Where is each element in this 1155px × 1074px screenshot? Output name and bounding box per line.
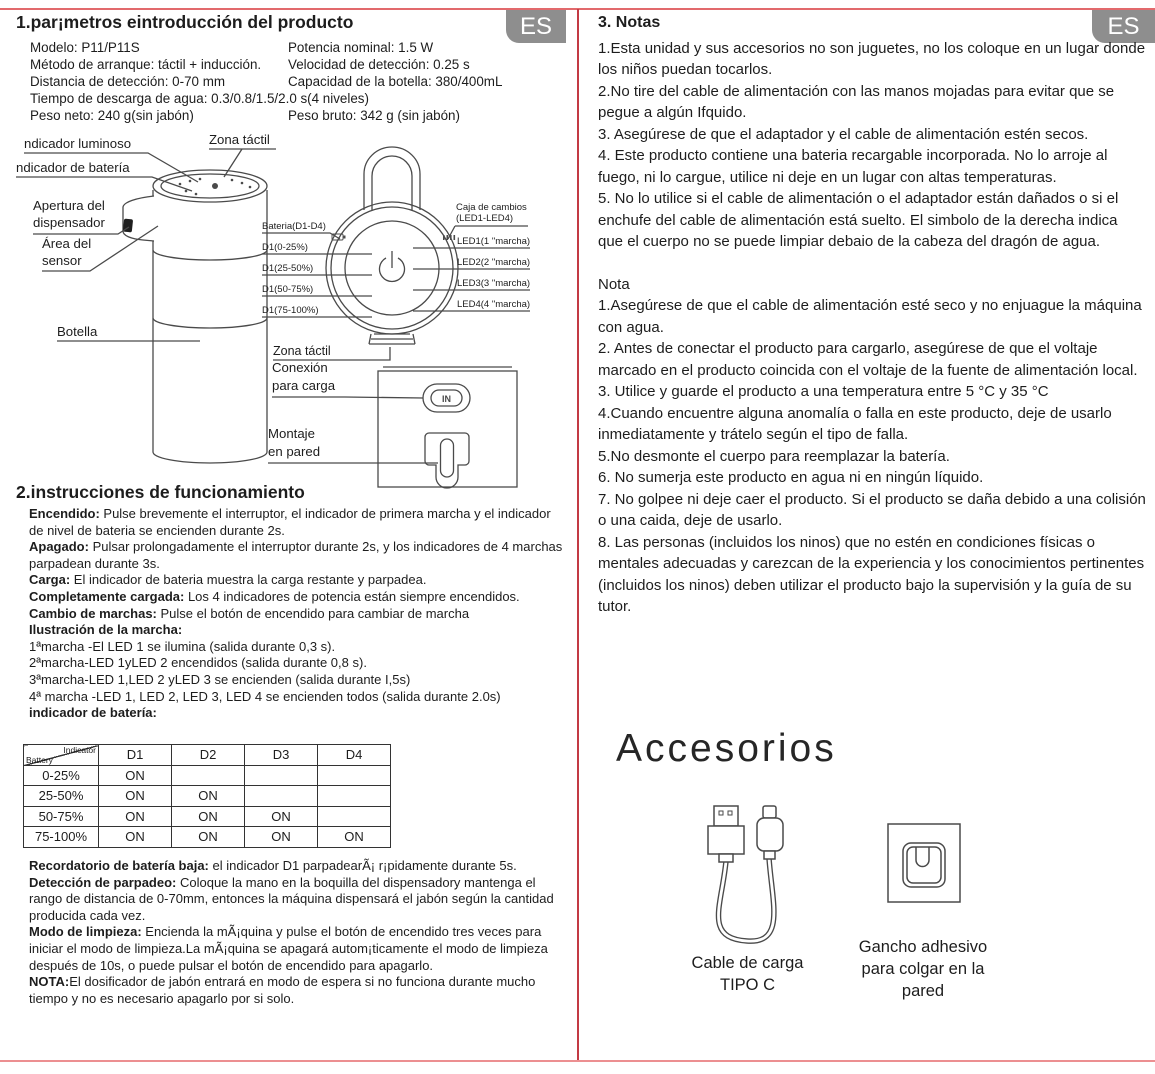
table-cell: ON	[172, 806, 245, 827]
table-row	[24, 827, 391, 848]
label-indicator-light: ndicador luminoso	[24, 136, 132, 151]
spec-row	[30, 73, 570, 90]
label-dispenser-opening: dispensador	[33, 215, 105, 230]
section1-title: 1.par¡metros eintroducción del producto	[16, 12, 354, 32]
table-cell: ON	[99, 806, 172, 827]
note-item: 3. Utilice y guarde el producto a una temperatura entre 5 °C y 35 °C	[598, 383, 1049, 400]
table-cell: ON	[172, 827, 245, 848]
label-sensor-area: Área del	[42, 236, 92, 251]
instruction-item: Apagado: Pulsar prolongadamente el interruptor durante 2s, y los indicadores de 4 marchas parpadean durante 3s.	[29, 539, 563, 571]
spec-value: Velocidad de detección: 0.25 s	[288, 57, 470, 72]
section2-title: 2.instrucciones de funcionamiento	[16, 482, 305, 502]
note-item: 4. Este producto contiene una bateria recargable incorporada. No lo arroje al fuego, ni lo cargue, utilice ni deje en un lugar con altas temperaturas.	[598, 147, 1108, 186]
label-wall-mount: Montaje	[268, 426, 315, 441]
instruction-item: 2ªmarcha-LED 1yLED 2 encendidos (salida durante 0,8 s).	[29, 655, 367, 671]
touch-panel-dots	[179, 178, 252, 196]
table-cell: ON	[245, 827, 318, 848]
table-header-cell: D2	[172, 745, 245, 766]
port-in-label: IN	[442, 394, 451, 404]
table-cell	[245, 786, 318, 807]
label-wall-mount: en pared	[268, 444, 321, 459]
table-cell: 50-75%	[24, 806, 99, 827]
label-d1-75-100: D1(75-100%)	[262, 305, 319, 316]
instruction-item: Completamente cargada: Los 4 indicadores de potencia están siempre encendidos.	[29, 588, 520, 604]
table-cell: ON	[99, 765, 172, 786]
adhesive-hook-icon	[888, 824, 960, 902]
note-item: 1.Esta unidad y sus accesorios no son juguetes, no los coloque en un lugar donde los niños puedan tocarlos.	[598, 39, 1146, 78]
instruction-item: indicador de batería:	[29, 705, 157, 721]
operating-instructions	[29, 506, 566, 722]
label-touch-zone-top: Zona táctil	[209, 132, 270, 147]
note-item: 5.No desmonte el cuerpo para reemplazar la batería.	[598, 447, 950, 465]
table-cell	[172, 765, 245, 786]
note-item: 5. No lo utilice si el cable de alimentación o el adaptador están dañados o si el enchufe del cable de alimentación está suelto. El simbolo de la derecha indica que el cuerpo no se puede limpiar debaio de la cabeza del dragón de agua.	[598, 190, 1119, 250]
usb-cable-icon	[708, 806, 783, 941]
label-gearbox: Caja de cambios	[456, 202, 527, 213]
table-cell	[245, 765, 318, 786]
hook-caption-line: para colgar en la	[861, 960, 985, 978]
table-row	[24, 786, 391, 807]
label-battery-indicator: ndicador de batería	[16, 160, 130, 175]
instruction-item: Detección de parpadeo: Coloque la mano en la boquilla del dispensadory mantenga el rango de distancia de 0-70mm, entonces la máquina dispensará el jabón según la cantidad producida cada vez.	[29, 874, 554, 923]
instruction-item: Cambio de marchas: Pulse el botón de encendido para cambiar de marcha	[29, 605, 470, 621]
label-d1-25-50: D1(25-50%)	[262, 263, 314, 274]
table-cell: ON	[172, 786, 245, 807]
spec-value: Modelo: P11/P11S	[30, 40, 140, 55]
label-led3: LED3(3 "marcha)	[457, 278, 531, 289]
language-badge: ES	[1092, 10, 1155, 43]
note-item: 2.No tire del cable de alimentación con las manos mojadas para evitar que se pegue a algún Ifquido.	[598, 82, 1115, 121]
table-header-cell: D1	[99, 745, 172, 766]
spec-value: Potencia nominal: 1.5 W	[288, 40, 434, 55]
spec-row	[30, 39, 570, 56]
table-cell: 0-25%	[24, 765, 99, 786]
table-cell: ON	[245, 806, 318, 827]
cable-caption	[655, 952, 840, 996]
label-led4: LED4(4 "marcha)	[457, 299, 531, 310]
operating-instructions-2	[29, 858, 566, 1007]
hook-caption-line: Gancho adhesivo	[858, 938, 988, 956]
instruction-item: Carga: El indicador de bateria muestra la carga restante y parpadea.	[29, 572, 427, 588]
label-led2: LED2(2 "marcha)	[457, 257, 531, 268]
cable-caption-line: Cable de carga	[691, 954, 804, 972]
spec-value: Capacidad de la botella: 380/400mL	[288, 74, 503, 89]
instruction-item: 1ªmarcha -El LED 1 se ilumina (salida durante 0,3 s).	[29, 638, 336, 654]
table-header-cell: D4	[318, 745, 391, 766]
nota-label: Nota	[598, 275, 630, 293]
corner-label-battery: Battery	[26, 754, 53, 765]
table-cell: ON	[99, 786, 172, 807]
language-badge: ES	[506, 10, 566, 43]
instruction-item: Recordatorio de batería baja: el indicador D1 parpadearÃ¡ r¡pidamente durante 5s.	[29, 858, 517, 873]
table-cell: 25-50%	[24, 786, 99, 807]
wall-mount-slot	[425, 433, 469, 488]
spec-value: Peso bruto: 342 g (sin jabón)	[288, 108, 460, 123]
label-charge-connection: Conexión	[272, 360, 328, 375]
instruction-item: Encendido: Pulse brevemente el interruptor, el indicador de primera marcha y el indicador de nivel de bateria se encienden durante 2s.	[29, 506, 551, 538]
table-cell: ON	[318, 827, 391, 848]
hook-caption-line: pared	[901, 982, 945, 1000]
instruction-item: NOTA:El dosificador de jabón entrará en modo de espera si no funciona durante mucho tiempo y no es necesario apagarlo por si solo.	[29, 974, 536, 1006]
table-row	[24, 806, 391, 827]
accessories-illustrations	[580, 790, 1155, 950]
note-item: 4.Cuando encuentre alguna anomalía o falla en este producto, deje de usarlo inmediatamente y trátelo según el tipo de falla.	[598, 404, 1112, 443]
battery-indicator-table	[23, 744, 391, 848]
notes-section	[598, 12, 1146, 618]
table-row	[24, 765, 391, 786]
accessories-title: Accesorios	[616, 727, 837, 770]
label-gearbox: (LED1-LED4)	[456, 213, 514, 224]
spec-value: Tiempo de descarga de agua: 0.3/0.8/1.5/2.0 s(4 niveles)	[30, 91, 369, 106]
note-item: 1.Asegúrese de que el cable de alimentación esté seco y no enjuague la máquina con agua.	[598, 297, 1142, 336]
label-d1-0-25: D1(0-25%)	[262, 242, 308, 253]
instruction-item: 4ª marcha -LED 1, LED 2, LED 3, LED 4 se encienden todos (salida durante 2.0s)	[29, 688, 501, 704]
spec-list	[30, 39, 570, 124]
note-item: 3. Asegúrese de que el adaptador y el cable de alimentación estén secos.	[598, 125, 1089, 143]
cable-caption-line: TIPO C	[719, 976, 775, 994]
instruction-item: 3ªmarcha-LED 1,LED 2 yLED 3 se encienden (salida durante I,5s)	[29, 671, 411, 687]
note-item: 8. Las personas (incluidos los ninos) que no estén en condiciones físicas o mentales adecuadas y carezcan de la experiencia y los conocimientos pertinentes (incluidos los ninos) deben utilizar el producto bajo la supervisión y la guía de su tutor.	[598, 533, 1145, 615]
note-item: 7. No golpee ni deje caer el producto. Si el producto se daña debido a una colisión o una caida, deje de usarlo.	[598, 490, 1146, 529]
table-header-row	[24, 745, 391, 766]
table-header-cell: D3	[245, 745, 318, 766]
instruction-item: Modo de limpieza: Encienda la mÃ¡quina y pulse el botón de encendido tres veces para iniciar el modo de limpieza.La mÃ¡quina se apagará autom¡ticamente el modo de limpieza después de 10s, o puede pulsar el botón de encendido para apagarlo.	[29, 924, 548, 973]
label-d1-50-75: D1(50-75%)	[262, 284, 314, 295]
label-touch-zone-bottom: Zona táctil	[273, 344, 331, 358]
spec-row	[30, 56, 570, 73]
column-divider	[577, 9, 579, 1062]
label-charge-connection: para carga	[272, 378, 336, 393]
note-item: 2. Antes de conectar el producto para cargarlo, asegúrese de que el voltaje marcado en el producto coincida con el voltaje de la fuente de alimentación local.	[598, 340, 1138, 379]
label-dispenser-opening: Apertura del	[33, 198, 105, 213]
table-corner-cell	[24, 745, 99, 766]
table-cell: 75-100%	[24, 827, 99, 848]
label-led1: LED1(1 "marcha)	[457, 236, 531, 247]
spec-value: Método de arranque: táctil + inducción.	[30, 57, 262, 72]
table-cell	[318, 786, 391, 807]
table-cell: ON	[99, 827, 172, 848]
corner-label-indicator: Indicator	[63, 745, 96, 755]
note-item: 6. No sumerja este producto en agua ni en ningún líquido.	[598, 469, 984, 486]
spec-row	[30, 90, 570, 107]
label-battery-d1d4: Bateria(D1-D4)	[262, 221, 326, 232]
instruction-item: Ilustración de la marcha:	[29, 622, 183, 638]
table-cell	[318, 806, 391, 827]
spec-row	[30, 107, 570, 124]
label-bottle: Botella	[57, 324, 98, 339]
spec-value: Distancia de detección: 0-70 mm	[30, 74, 226, 89]
spec-value: Peso neto: 240 g(sin jabón)	[30, 108, 194, 123]
bottom-rule	[0, 1060, 1155, 1062]
table-cell	[318, 765, 391, 786]
label-sensor-area: sensor	[42, 253, 82, 268]
hook-caption	[843, 936, 1003, 1002]
section3-title: 3. Notas	[598, 14, 661, 31]
